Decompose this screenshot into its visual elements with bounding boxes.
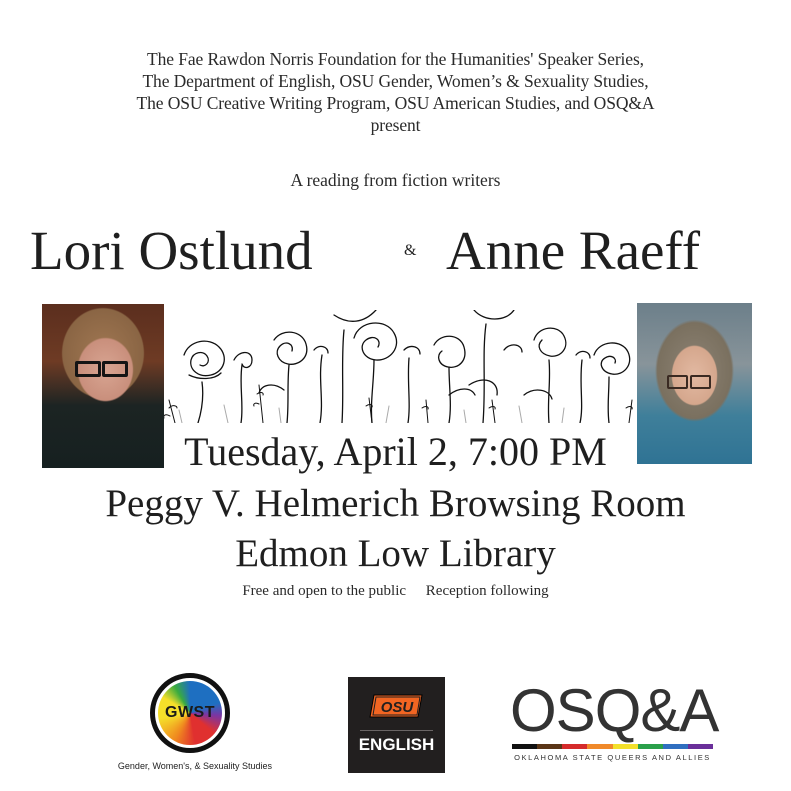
reception-note: Reception following bbox=[425, 583, 549, 599]
sponsor-line: present bbox=[370, 115, 421, 135]
speaker-name-right: Anne Raeff bbox=[446, 220, 701, 281]
ampersand: & bbox=[404, 242, 417, 259]
stripe-segment bbox=[613, 744, 638, 749]
osqa-tagline: OKLAHOMA STATE QUEERS AND ALLIES bbox=[514, 753, 711, 762]
event-venue: Peggy V. Helmerich Browsing Room bbox=[105, 482, 686, 525]
floral-illustration bbox=[164, 310, 637, 423]
sponsor-line: The OSU Creative Writing Program, OSU American Studies, and OSQ&A bbox=[136, 93, 655, 113]
stripe-segment bbox=[587, 744, 612, 749]
stripe-segment bbox=[663, 744, 688, 749]
gwst-logo bbox=[150, 673, 230, 753]
osu-english-text: ENGLISH bbox=[358, 735, 435, 754]
event-location: Edmon Low Library bbox=[235, 532, 556, 575]
svg-text:OSU: OSU bbox=[380, 699, 414, 716]
speaker-name-left: Lori Ostlund bbox=[30, 220, 313, 281]
glasses-icon bbox=[667, 375, 688, 389]
gwst-caption: Gender, Women's, & Sexuality Studies bbox=[117, 761, 273, 771]
stripe-segment bbox=[638, 744, 663, 749]
rainbow-circle-icon bbox=[158, 681, 222, 745]
sponsor-line: The Fae Rawdon Norris Foundation for the Humanities' Speaker Series, bbox=[147, 49, 644, 69]
rainbow-stripe bbox=[512, 744, 713, 749]
event-subtitle: A reading from fiction writers bbox=[290, 170, 501, 190]
glasses-icon bbox=[690, 375, 711, 389]
stripe-segment bbox=[537, 744, 562, 749]
stripe-segment bbox=[562, 744, 587, 749]
sponsors-block bbox=[0, 48, 791, 136]
osu-brand-icon bbox=[368, 691, 426, 721]
glasses-icon bbox=[75, 361, 101, 377]
glasses-icon bbox=[102, 361, 128, 377]
gwst-logo-text: GWST bbox=[165, 704, 215, 721]
admission-note: Free and open to the public bbox=[242, 583, 407, 599]
osqa-logo-text: OSQ&A bbox=[510, 677, 719, 744]
stripe-segment bbox=[688, 744, 713, 749]
event-notes bbox=[0, 583, 791, 600]
event-datetime: Tuesday, April 2, 7:00 PM bbox=[184, 429, 607, 474]
stripe-segment bbox=[512, 744, 537, 749]
osu-english-logo bbox=[348, 677, 445, 773]
sponsor-line: The Department of English, OSU Gender, Women’s & Sexuality Studies, bbox=[142, 71, 649, 91]
divider bbox=[360, 730, 433, 731]
